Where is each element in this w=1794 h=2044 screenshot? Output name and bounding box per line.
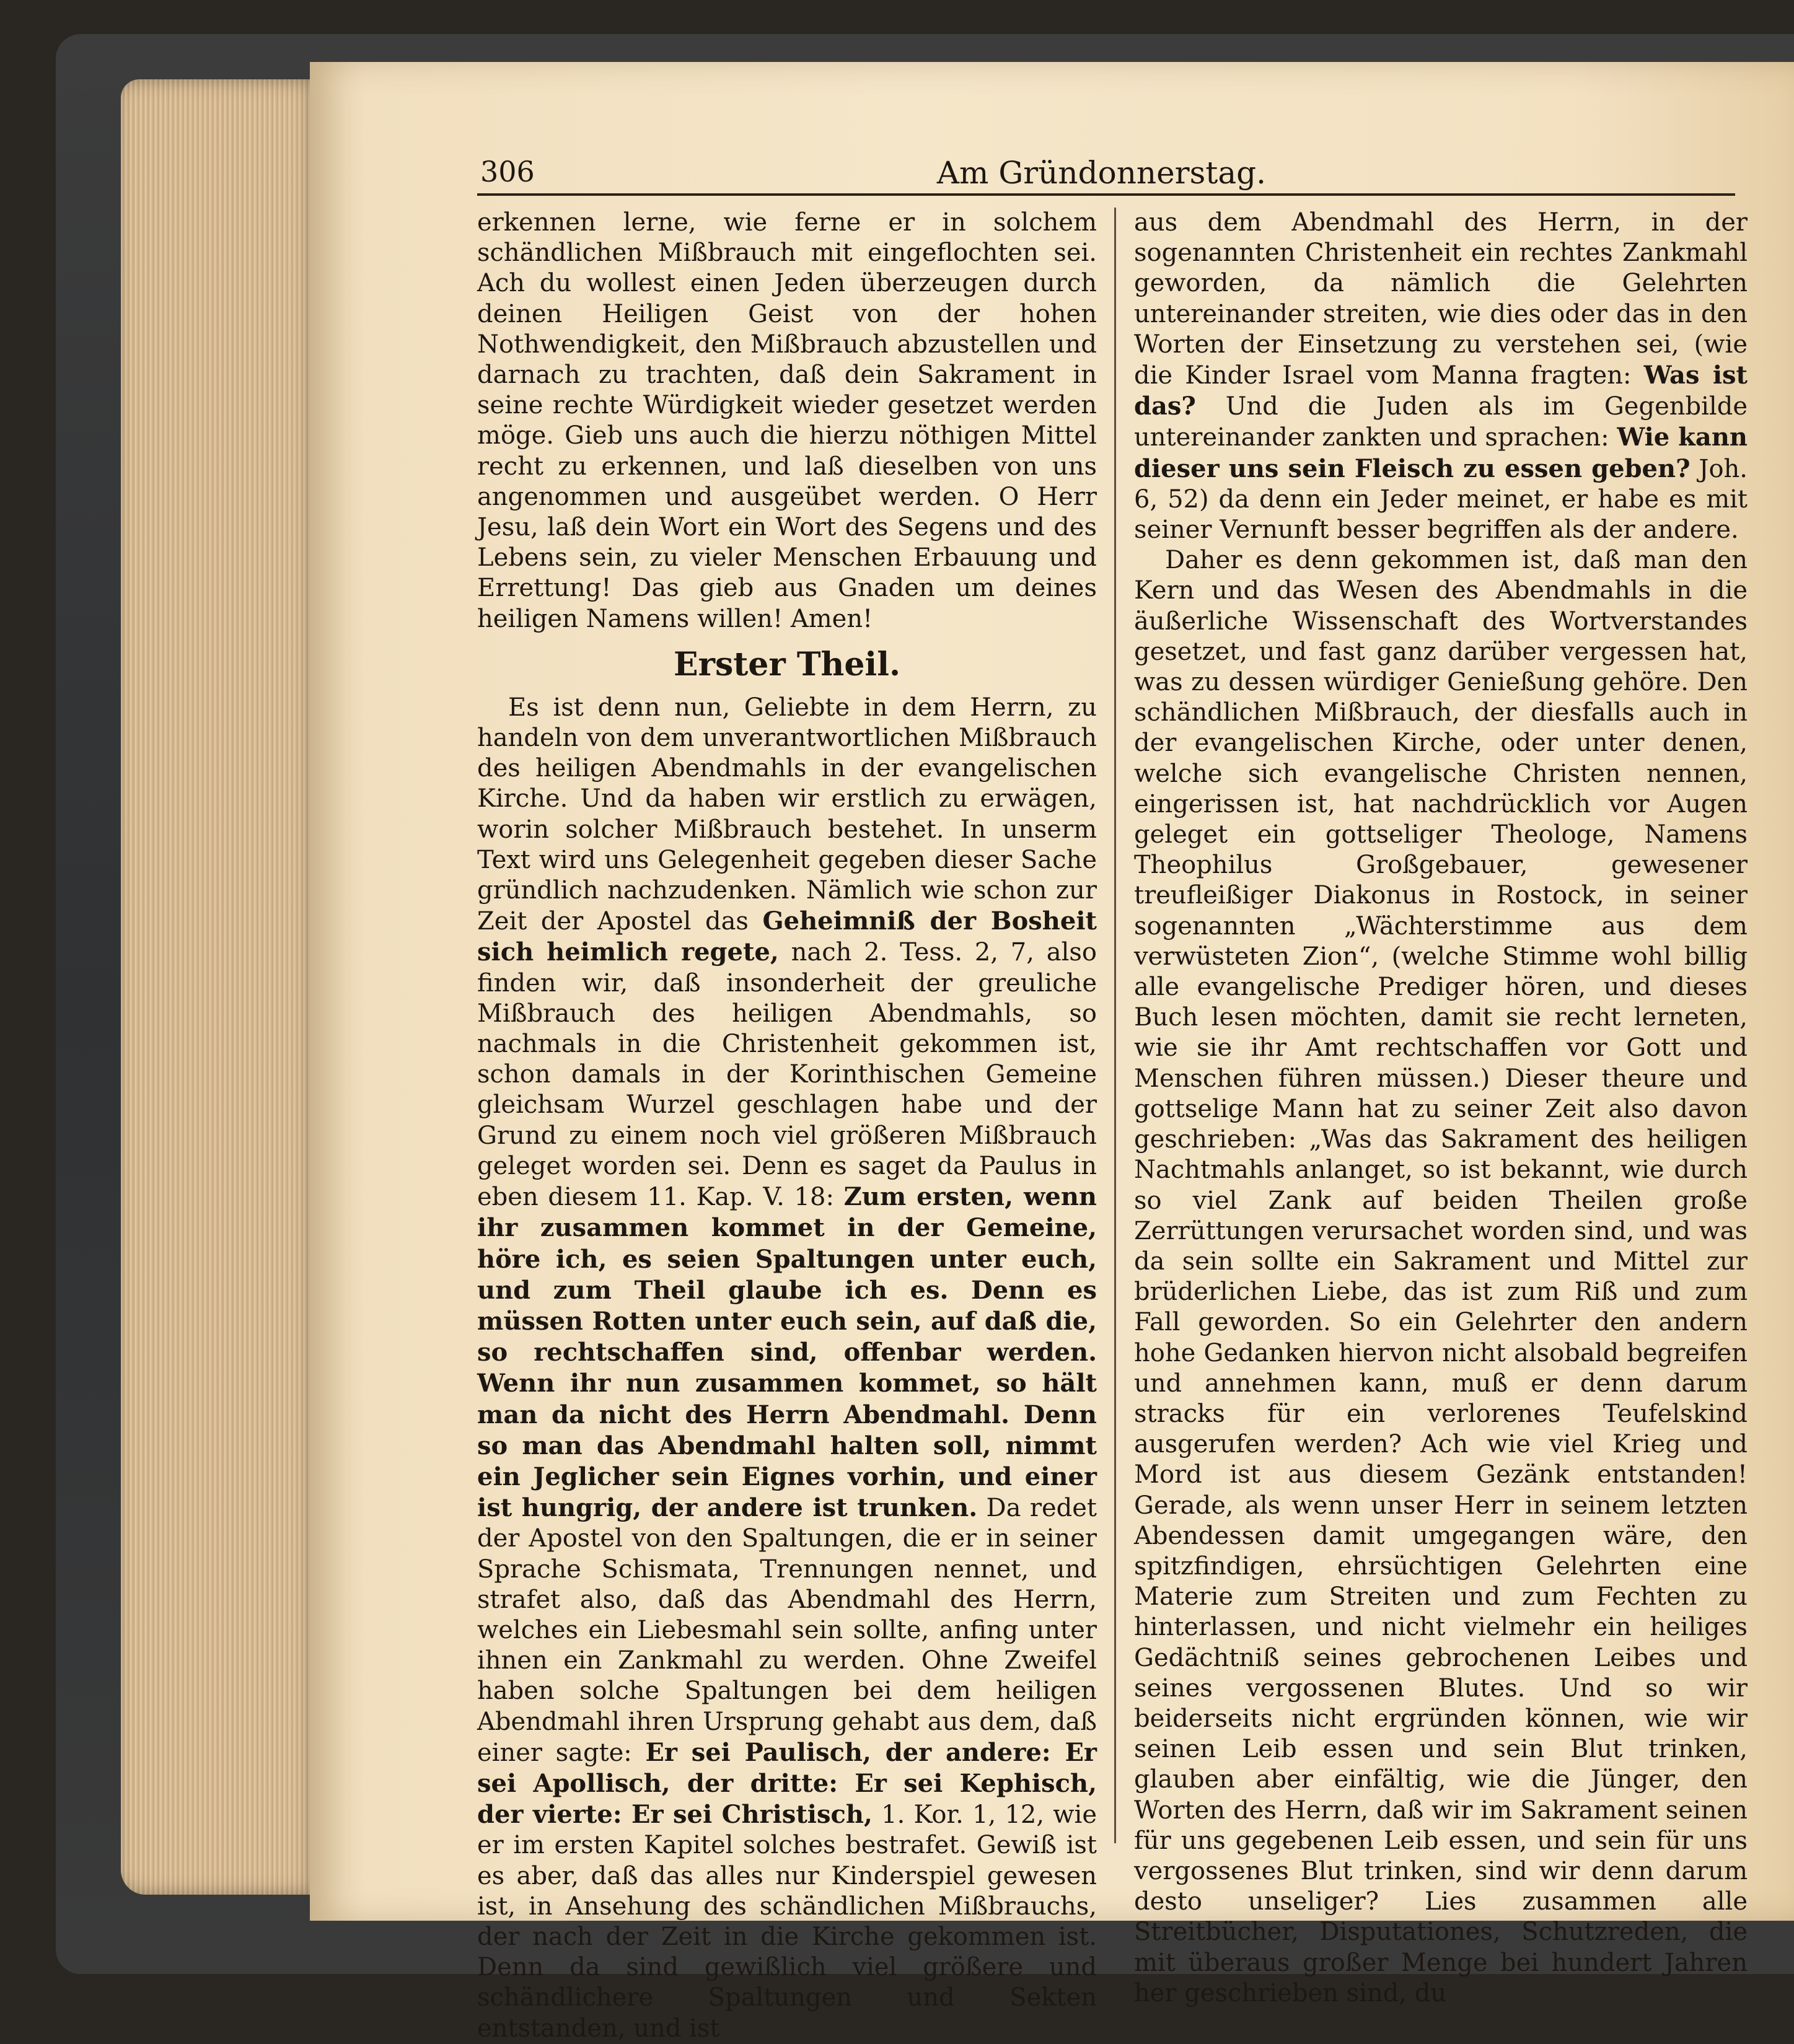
- bold-text-run: Zum ersten, wenn ihr zusammen kommet in der Gemeine, höre ich, es seien Spaltungen unter euch, und zum Theil glaube ich es. Denn es müssen Rotten unter euch sein, auf daß die, so rechtschaffen sind, offenbar werden. Wenn ihr nun zusammen kommet, so hält man da nicht des Herrn Abendmahl. Denn so man das Abendmahl halten soll, nimmt ein Jeglicher sein Eignes vorhin, und einer ist hungrig, der andere ist trunken.: [477, 1182, 1097, 1523]
- running-title: Am Gründonnerstag.: [936, 155, 1267, 191]
- section-heading: Erster Theil.: [673, 645, 901, 683]
- paragraph: [1134, 208, 1748, 545]
- paragraph: [477, 693, 1097, 2044]
- text-run: 1. Kor. 1, 12, wie er im ersten Kapitel solches bestrafet. Gewiß ist es aber, daß das alles nur Kinderspiel gewesen ist, in Ansehung des schändlichen Mißbrauchs, der nach der Zeit in die Kirche gekommen ist. Denn da sind gewißlich viel größere und schändlichere Spaltungen und Sekten entstanden, und ist: [477, 1801, 1097, 2043]
- text-run: Da redet der Apostel von den Spaltungen, die er in seiner Sprache Schismata, Trennungen nennet, und strafet also, daß das Abendmahl des Herrn, welches ein Liebesmahl sein sollte, anfing unter ihnen ein Zankmahl zu werden. Ohne Zweifel haben solche Spaltungen bei dem heiligen Abendmahl ihren Ursprung gehabt aus dem, daß einer sagte:: [477, 1494, 1097, 1767]
- column-divider: [1114, 208, 1116, 1843]
- bold-text-run: Er sei Paulisch, der andere: Er sei Apollisch, der dritte: Er sei Kephisch, der vierte: Er sei Christisch,: [477, 1737, 1097, 1830]
- text-run: nach 2. Tess. 2, 7, also finden wir, daß insonderheit der greuliche Mißbrauch des heiligen Abendmahls, so nachmals in die Christenheit gekommen ist, schon damals in der Korinthischen Gemeine gleichsam Wurzel geschlagen habe und der Grund zu einem noch viel größeren Mißbrauch geleget worden sei. Denn es saget da Paulus in eben diesem 11. Kap. V. 18:: [477, 938, 1097, 1212]
- text-run: aus dem Abendmahl des Herrn, in der sogenannten Christenheit ein rechtes Zankmahl geworden, da nämlich die Gelehrten untereinander streiten, wie dies oder das in den Worten der Einsetzung zu verstehen sei, (wie die Kinder Israel vom Manna fragten:: [1134, 208, 1748, 390]
- left-column: [477, 208, 1097, 2043]
- page-header: [480, 143, 1723, 198]
- text-run: Es ist denn nun, Geliebte in dem Herrn, zu handeln von dem unverantwortlichen Mißbrauch des heiligen Abendmahls in der evangelischen Kirche. Und da haben wir erstlich zu erwägen, worin solcher Mißbrauch bestehet. In unserm Text wird uns Gelegenheit gegeben dieser Sache gründlich nachzudenken. Nämlich wie schon zur Zeit der Apostel das: [477, 693, 1097, 936]
- text-run: Und die Juden als im Gegenbilde untereinander zankten und sprachen:: [1134, 392, 1748, 452]
- book-page: [310, 62, 1794, 2043]
- header-rule: [477, 193, 1735, 196]
- bold-text-run: Geheimniß der Bosheit sich heimlich regete,: [477, 906, 1097, 967]
- page-number: 306: [480, 155, 535, 188]
- page-edges: [121, 79, 319, 1895]
- text-run: Joh. 6, 52) da denn ein Jeder meinet, er habe es mit seiner Vernunft besser begriffen als der andere.: [1134, 454, 1748, 545]
- intro-paragraph: erkennen lerne, wie ferne er in solchem schändlichen Mißbrauch mit eingeflochten sei. Ach du wollest einen Jeden überzeugen durch deinen Heiligen Geist von der hohen Nothwendigkeit, den Mißbrauch abzustellen und darnach zu trachten, daß dein Sakrament in seine rechte Würdigkeit wieder gesetzet werden möge. Gieb uns auch die hierzu nöthigen Mittel recht zu erkennen, und laß dieselben von uns angenommen und ausgeübet werden. O Herr Jesu, laß dein Wort ein Wort des Segens und des Lebens sein, zu vieler Menschen Erbauung und Errettung! Das gieb aus Gnaden um deines heiligen Namens willen! Amen!: [477, 208, 1097, 633]
- paragraph: Daher es denn gekommen ist, daß man den Kern und das Wesen des Abendmahls in die äußerliche Wissenschaft des Wortverstandes gesetzet, und fast ganz darüber vergessen hat, was zu dessen würdiger Genießung gehöre. Den schändlichen Mißbrauch, der diesfalls auch in der evangelischen Kirche, oder unter denen, welche sich evangelische Christen nennen, eingerissen ist, hat nachdrücklich vor Augen geleget ein gottseliger Theologe, Namens Theophilus Großgebauer, gewesener treufleißiger Diakonus in Rostock, in seiner sogenannten „Wächterstimme aus dem verwüsteten Zion“, (welche Stimme wohl billig alle evangelische Prediger hören, und dieses Buch lesen möchten, damit sie recht lerneten, wie sie ihr Amt rechtschaffen vor Gott und Menschen führen müssen.) Dieser theure und gottselige Mann hat zu seiner Zeit also davon geschrieben: „Was das Sakrament des heiligen Nachtmahls anlanget, so ist bekannt, wie durch so viel Zank auf beiden Theilen große Zerrüttungen verursachet worden sind, und was da sein sollte ein Sakrament und Mittel zur brüderlichen Liebe, das ist zum Riß und zum Fall geworden. So ein Gelehrter den andern hohe Gedanken hiervon nicht alsobald begreifen und annehmen kann, muß er denn darum stracks für ein verlorenes Teufelskind ausgerufen werden? Ach wie viel Krieg und Mord ist aus diesem Gezänk entstanden! Gerade, als wenn unser Herr in seinem letzten Abendessen damit umgegangen wäre, den spitzfindigen, ehrsüchtigen Gelehrten eine Materie zum Streiten und zum Fechten zu hinterlassen, und nicht vielmehr ein heiliges Gedächtniß seines gebrochenen Leibes und seines vergossenen Blutes. Und so wir beiderseits nicht ergründen können, wie wir seinen Leib essen und sein Blut trinken, glauben aber einfältig, wie die Jünger, den Worten des Herrn, daß wir im Sakrament seinen für uns gegebenen Leib essen, und sein für uns vergossenes Blut trinken, sind wir denn darum desto unseliger? Lies zusammen alle Streitbücher, Disputationes, Schutzreden, die mit überaus großer Menge bei hundert Jahren her geschrieben sind, du: [1134, 546, 1748, 2007]
- bold-text-run: Wie kann dieser uns sein Fleisch zu essen geben?: [1134, 423, 1748, 483]
- bold-text-run: Was ist das?: [1134, 361, 1748, 421]
- right-column: [1134, 208, 1748, 2007]
